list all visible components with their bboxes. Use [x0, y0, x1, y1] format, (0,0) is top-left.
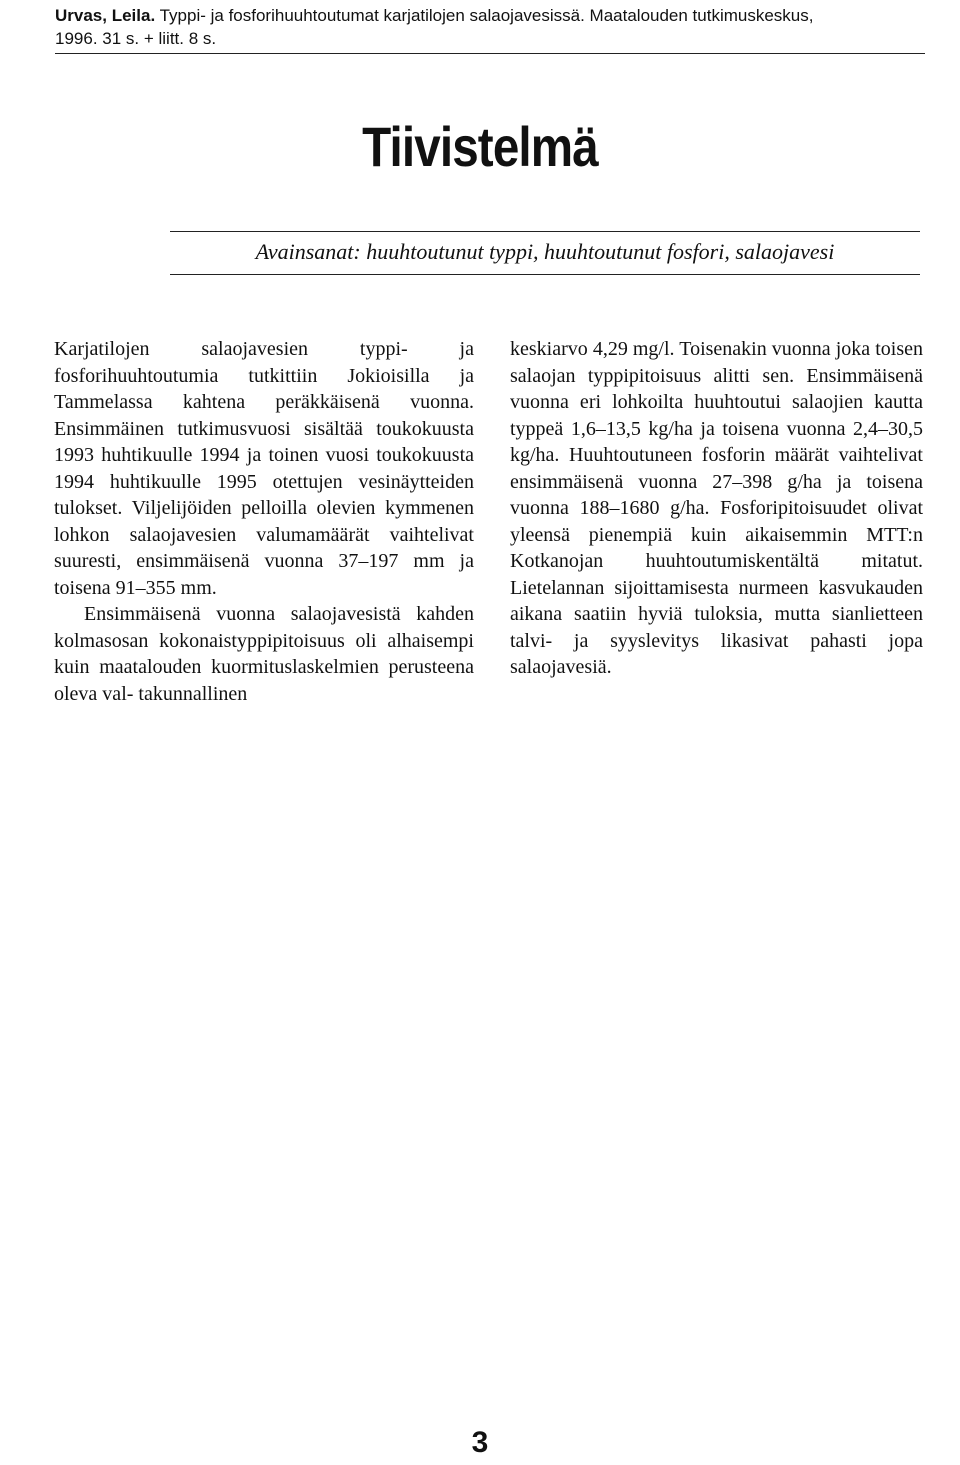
abstract-left-column — [54, 336, 474, 707]
keywords-bar — [170, 231, 920, 275]
citation-line-1 — [55, 4, 925, 27]
abstract-paragraph-3: keskiarvo 4,29 mg/l. Toisenakin vuonna joka toisen salaojan typpipitoisuus alitti sen. Ensimmäisenä vuonna eri lohkoilta huuhtoutui salaojien kautta typpeä 1,6–13,5 kg/ha ja toisena vuonna 2,4–30,5 kg/ha. Huuhtoutuneen fosforin määrät vaihtelivat ensimmäisenä vuonna 27–398 g/ha ja toisena vuonna 188–1680 g/ha. Fosforipitoisuudet olivat yleensä pienempiä kuin aikaisemmin MTT:n Kotkanojan huuhtoutumiskentältä mitatut. Lietelannan sijoittamisesta nurmeen kasvukauden aikana saatiin hyviä tuloksia, mutta sianlietteen talvi- ja syyslevitys likasivat pahasti jopa salaojavesiä. — [510, 338, 923, 678]
page-number: 3 — [471, 1426, 489, 1459]
abstract-paragraph-2: Ensimmäisenä vuonna salaojavesistä kahden kolmasosan kokonaistyppipitoisuus oli alhaisempi kuin maatalouden kuormituslaskelmien perusteena oleva val- takunnallinen — [54, 603, 474, 705]
keywords-label: Avainsanat: — [255, 239, 361, 264]
page-title: Tiivistelmä — [362, 115, 598, 178]
citation-line-2: 1996. 31 s. + liitt. 8 s. — [55, 29, 217, 48]
citation-text: Typpi- ja fosforihuuhtoutumat karjatilojen salaojavesissä. Maatalouden tutkimuskeskus, — [159, 6, 814, 25]
bibliographic-citation — [55, 4, 925, 54]
keywords-terms: huuhtoutunut typpi, huuhtoutunut fosfori, salaojavesi — [366, 239, 835, 264]
citation-author: Urvas, Leila. — [55, 6, 156, 25]
abstract-right-column — [510, 336, 923, 681]
abstract-paragraph-1: Karjatilojen salaojavesien typpi- ja fosforihuuhtoutumia tutkittiin Jokioisilla ja Tammelassa kahtena peräkkäisenä vuonna. Ensimmäinen tutkimusvuosi sisältää toukokuusta 1993 huhtikuulle 1994 ja toinen vuosi toukokuusta 1994 huhtikuulle 1995 otettujen vesinäytteiden tulokset. Viljelijöiden pelloilla olevien kymmenen lohkon salaojavesien valumamäärät vaihtelivat suuresti, ensimmäisenä vuonna 37–197 mm ja toisena 91–355 mm. — [54, 338, 474, 599]
